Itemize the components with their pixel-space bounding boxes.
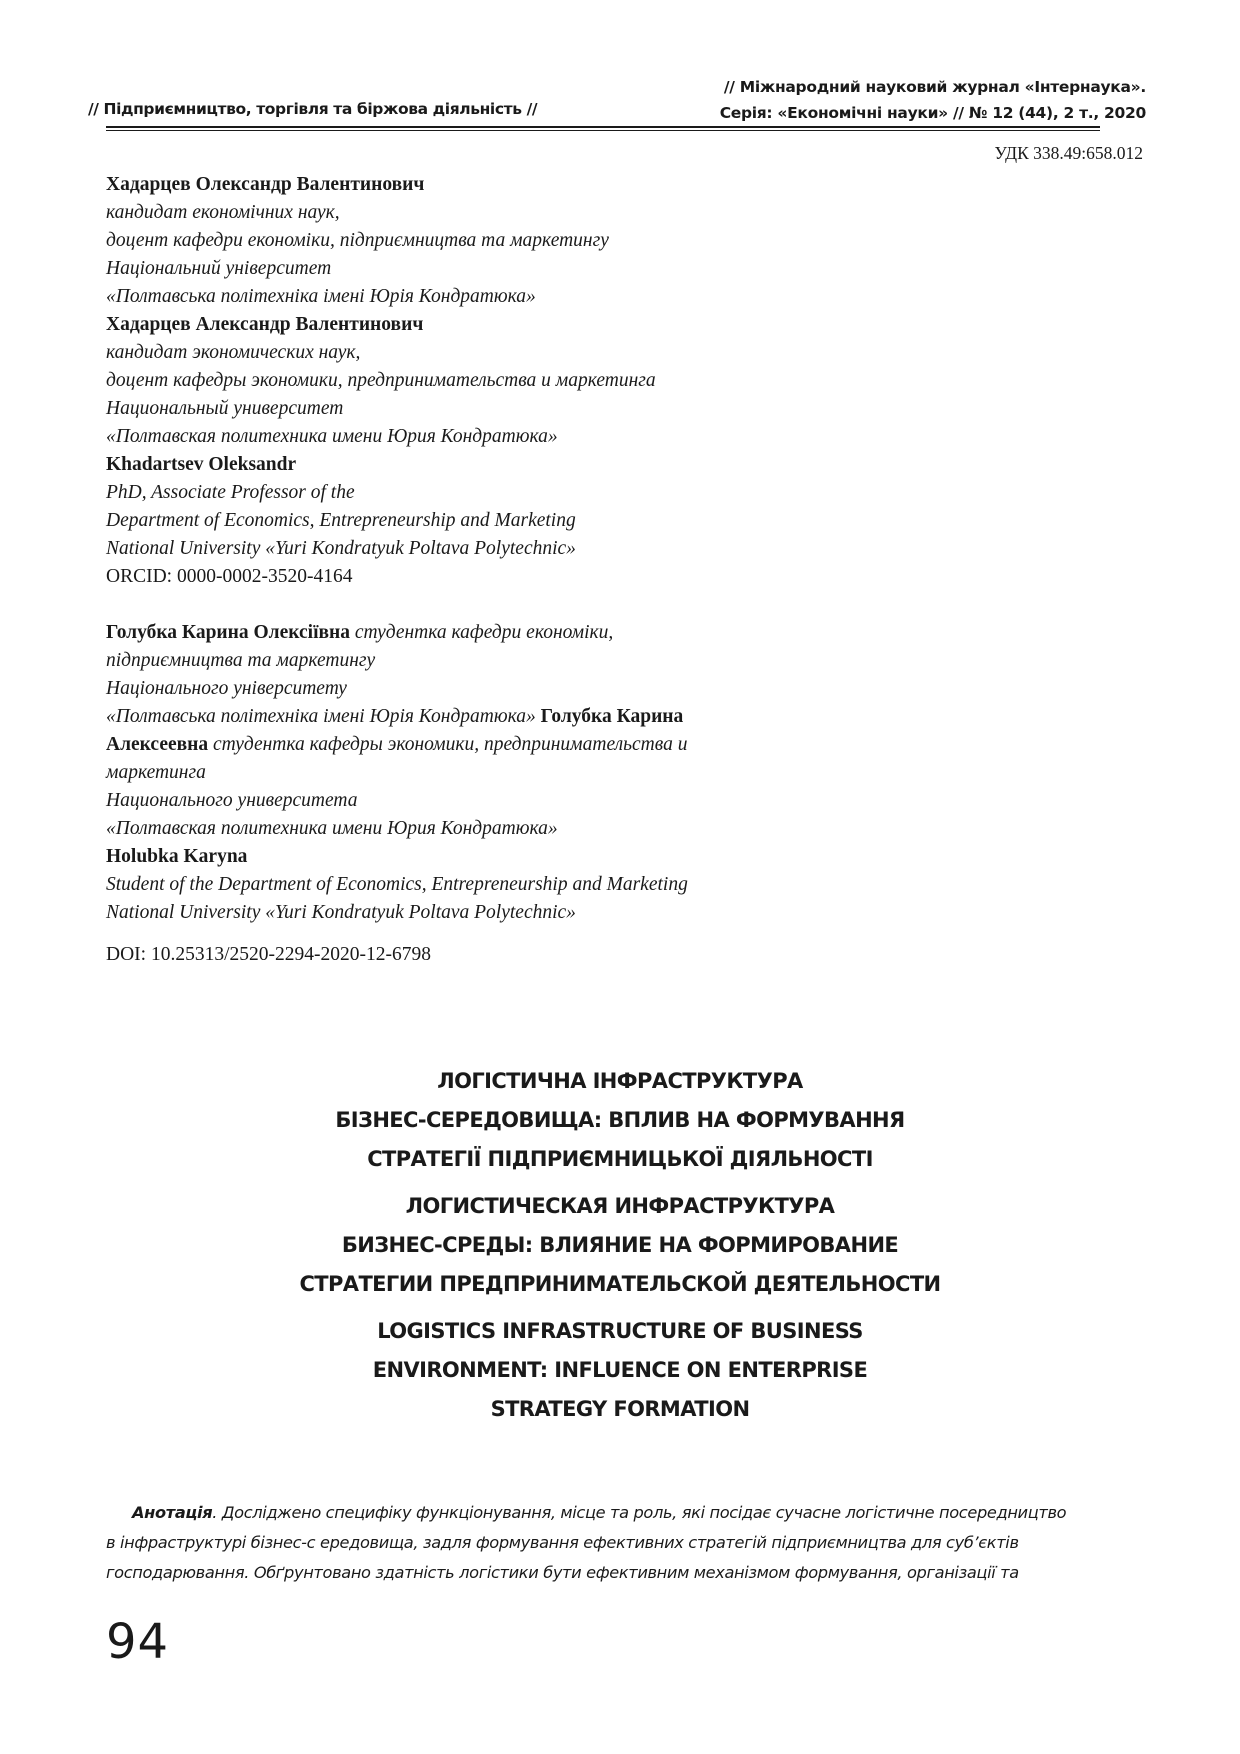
author2-affil-en: National University «Yuri Kondratyuk Poltava Polytechnic» (106, 902, 576, 923)
spacer (106, 591, 906, 619)
abstract-paragraph (106, 1498, 1146, 1588)
author2-name-uk: Голубка Карина Олексіївна (106, 622, 351, 643)
journal-series-line: Серія: «Економічні науки» // № 12 (44), 2 т., 2020 (719, 104, 1146, 122)
title-ru (0, 1187, 1240, 1304)
title-line: СТРАТЕГІЇ ПІДПРИЄМНИЦЬКОЇ ДІЯЛЬНОСТІ (367, 1147, 873, 1171)
abstract-line: господарювання. Обґрунтовано здатність логістики бути ефективним механізмом формування, організації та (106, 1563, 1019, 1582)
author1-name-ru: Хадарцев Александр Валентинович (106, 314, 424, 335)
author2-affil-ru: Национального университета (106, 790, 358, 811)
title-line: LOGISTICS INFRASTRUCTURE OF BUSINESS (377, 1319, 863, 1343)
author1-name-en: Khadartsev Oleksandr (106, 454, 297, 475)
page-number: 94 (106, 1614, 170, 1670)
author2-affil-en: Student of the Department of Economics, Entrepreneurship and Marketing (106, 874, 688, 895)
author1-affil-uk: доцент кафедри економіки, підприємництва та маркетингу (106, 230, 609, 251)
journal-title-line: // Міжнародний науковий журнал «Інтернаука». (723, 78, 1146, 96)
author1-affil-en: PhD, Associate Professor of the (106, 482, 355, 503)
author2-affil-ru: маркетинга (106, 762, 206, 783)
author2-mixed-line (106, 703, 906, 731)
author1-affil-ru: «Полтавская политехника имени Юрия Кондратюка» (106, 426, 558, 447)
author1-name-uk: Хадарцев Олександр Валентинович (106, 174, 425, 195)
author2-affil-uk: «Полтавська політехніка імені Юрія Кондратюка» (106, 706, 536, 727)
author-info-block (106, 171, 906, 969)
author1-affil-ru: доцент кафедры экономики, предпринимательства и маркетинга (106, 370, 656, 391)
author2-name-en: Holubka Karyna (106, 846, 248, 867)
title-line: ЛОГІСТИЧНА ІНФРАСТРУКТУРА (437, 1069, 803, 1093)
abstract-line: в інфраструктурі бізнес-с ередовища, задля формування ефективних стратегій підприємництва для суб’єктів (106, 1533, 1019, 1552)
abstract-label: Анотація (132, 1503, 213, 1522)
running-header-right (720, 74, 1146, 126)
title-line: ЛОГИСТИЧЕСКАЯ ИНФРАСТРУКТУРА (405, 1194, 835, 1218)
author1-affil-uk: Національний університет (106, 258, 332, 279)
title-line: ENVIRONMENT: INFLUENCE ON ENTERPRISE (372, 1358, 868, 1382)
article-titles (0, 1062, 1240, 1437)
author2-affil-uk: Національного університету (106, 678, 347, 699)
author2-affil-ru: «Полтавская политехника имени Юрия Кондратюка» (106, 818, 558, 839)
author1-affil-ru: Национальный университет (106, 398, 344, 419)
author2-ru-line (106, 731, 906, 759)
title-line: СТРАТЕГИИ ПРЕДПРИНИМАТЕЛЬСКОЙ ДЕЯТЕЛЬНОСТИ (299, 1272, 941, 1296)
author1-affil-uk: «Полтавська політехніка імені Юрія Кондратюка» (106, 286, 536, 307)
udc-code: УДК 338.49:658.012 (994, 143, 1143, 163)
title-uk (0, 1062, 1240, 1179)
author2-uk-line (106, 619, 906, 647)
author1-affil-uk: кандидат економічних наук, (106, 202, 340, 223)
author2-name-ru: Голубка Карина (535, 706, 684, 727)
running-header-left: // Підприємництво, торгівля та біржова діяльність // (88, 100, 538, 118)
author2-affil-uk: підприємництва та маркетингу (106, 650, 376, 671)
author1-affil-ru: кандидат экономических наук, (106, 342, 361, 363)
title-en (0, 1312, 1240, 1429)
title-line: БІЗНЕС-СЕРЕДОВИЩА: ВПЛИВ НА ФОРМУВАННЯ (335, 1108, 905, 1132)
abstract-line (106, 1498, 1146, 1528)
author1-orcid: ORCID: 0000-0002-3520-4164 (106, 566, 353, 587)
title-line: БИЗНЕС-СРЕДЫ: ВЛИЯНИЕ НА ФОРМИРОВАНИЕ (341, 1233, 899, 1257)
header-double-rule (106, 126, 1100, 131)
author1-affil-en: Department of Economics, Entrepreneurship and Marketing (106, 510, 576, 531)
author2-name-ru: Алексеевна (106, 734, 209, 755)
title-line: STRATEGY FORMATION (490, 1397, 750, 1421)
author1-affil-en: National University «Yuri Kondratyuk Poltava Polytechnic» (106, 538, 576, 559)
author2-affil-ru: студентка кафедры экономики, предпринимательства и (208, 734, 688, 755)
abstract-text: . Досліджено специфіку функціонування, місце та роль, які посідає сучасне логістичне посередництво (212, 1503, 1067, 1522)
doi-link[interactable]: DOI: 10.25313/2520-2294-2020-12-6798 (106, 944, 431, 965)
author2-affil-uk: студентка кафедри економіки, (350, 622, 614, 643)
